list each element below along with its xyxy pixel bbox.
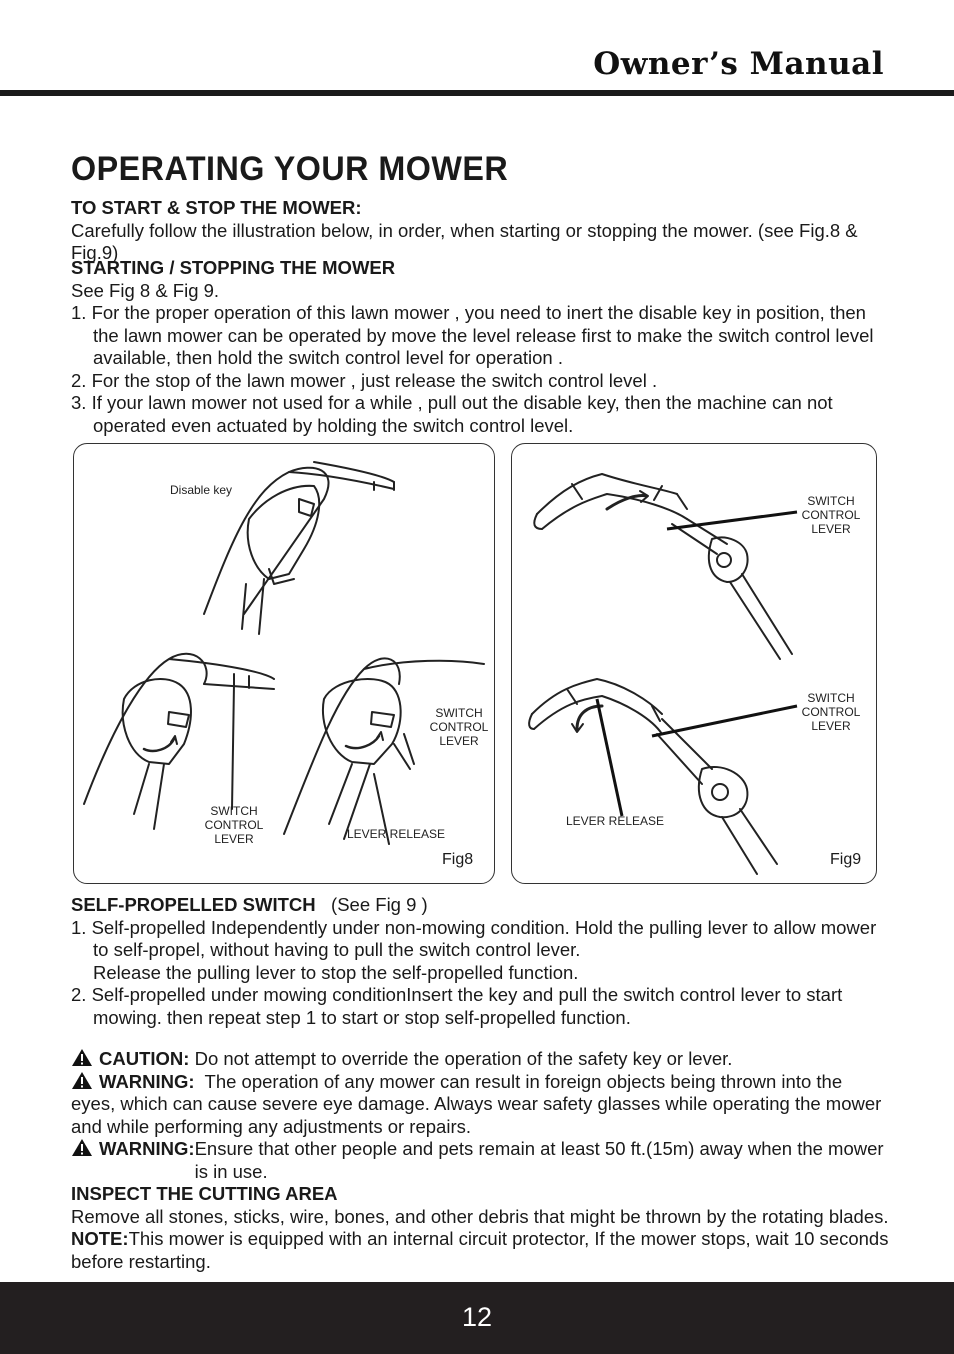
inspect-heading: INSPECT THE CUTTING AREA — [71, 1183, 338, 1204]
fig8-switch-line2: CONTROL — [204, 818, 264, 832]
fig8-disable-key-label: Disable key — [170, 483, 233, 497]
figure-9 — [511, 443, 877, 884]
self-propelled-item-1: 1. Self-propelled Independently under non-mowing condition. Hold the pulling lever to allow mower to self-propel, without having to pull the switch control lever. — [71, 916, 877, 960]
warning2-text: Ensure that other people and pets remain at least 50 ft.(15m) away when the mower is in use. — [194, 1138, 884, 1182]
warning1-label: WARNING: — [99, 1070, 195, 1092]
warning-triangle-icon — [71, 1071, 93, 1090]
self-propelled-section — [71, 894, 891, 1029]
header-rule — [0, 90, 954, 96]
fig9-lever-release-label: LEVER RELEASE — [566, 814, 665, 828]
note-text: This mower is equipped with an internal circuit protector, If the mower stops, wait 10 seconds before restarting. — [71, 1228, 889, 1272]
fig9-top-line2: CONTROL — [801, 508, 861, 522]
warning-triangle-icon — [71, 1048, 93, 1067]
page-footer — [0, 1282, 954, 1354]
self-propelled-see: (See Fig 9 ) — [331, 894, 428, 915]
fig8-switch-line3: LEVER — [214, 832, 254, 846]
fig9-caption: Fig9 — [830, 851, 862, 868]
page-title: OPERATING YOUR MOWER — [71, 150, 509, 188]
start-stop-section — [71, 197, 891, 265]
fig8-switch2-line1: SWITCH — [435, 706, 483, 720]
fig8-switch-lever-label — [194, 804, 274, 846]
self-propelled-heading: SELF-PROPELLED SWITCH — [71, 894, 316, 915]
start-stop-text: Carefully follow the illustration below, in order, when starting or stopping the mower. (see Fig.8 & Fig.9) — [71, 219, 858, 263]
note-label: NOTE: — [71, 1228, 129, 1249]
caution-text: Do not attempt to override the operation of the safety key or lever. — [194, 1048, 733, 1069]
fig9-bottom-line3: LEVER — [811, 719, 851, 733]
starting-item-2: 2. For the stop of the lawn mower , just release the switch control level . — [71, 369, 658, 391]
warning2-label: WARNING: — [99, 1138, 195, 1159]
warning-triangle-icon — [71, 1138, 93, 1157]
figure-8 — [73, 443, 495, 884]
warning1-text: The operation of any mower can result in foreign objects being thrown into the eyes, which can cause severe eye damage. Always wear safety glasses while operating the mower and while performing any adjustments or repairs. — [71, 1070, 882, 1137]
fig9-top-line3: LEVER — [811, 522, 851, 536]
safety-section — [71, 1048, 891, 1273]
fig9-switch-lever-top-label — [797, 494, 865, 536]
fig8-lever-release-label: LEVER RELEASE — [347, 827, 446, 841]
fig8-switch-lever2-label — [419, 706, 499, 748]
page-number: 12 — [461, 1302, 493, 1332]
fig8-illustration — [74, 444, 494, 883]
starting-item-1: 1. For the proper operation of this lawn mower , you need to inert the disable key in position, then the lawn mower can be operated by move the level release first to make the switch control level available, then hold the switch control level for operation . — [71, 302, 874, 368]
caution-line — [71, 1048, 891, 1071]
starting-item-3: 3. If your lawn mower not used for a while , pull out the disable key, then the machine can not operated even actuated by holding the switch control level. — [71, 392, 833, 436]
inspect-text: Remove all stones, sticks, wire, bones, and other debris that might be thrown by the rotating blades. — [71, 1205, 889, 1227]
fig8-switch2-line3: LEVER — [439, 734, 479, 748]
manual-title: Owner’s Manual — [593, 46, 884, 82]
fig9-top-line1: SWITCH — [807, 494, 855, 508]
starting-see: See Fig 8 & Fig 9. — [71, 279, 220, 301]
starting-section — [71, 257, 891, 437]
starting-heading: STARTING / STOPPING THE MOWER — [71, 257, 396, 278]
caution-label: CAUTION: — [99, 1048, 190, 1069]
fig9-bottom-line2: CONTROL — [801, 705, 861, 719]
warning2-line — [71, 1138, 891, 1183]
fig8-switch-line1: SWITCH — [210, 804, 258, 818]
fig8-switch2-line2: CONTROL — [429, 720, 489, 734]
fig9-bottom-line1: SWITCH — [807, 691, 855, 705]
self-propelled-item-1b: Release the pulling lever to stop the self-propelled function. — [93, 961, 579, 983]
fig8-caption: Fig8 — [442, 851, 474, 868]
self-propelled-item-2: 2. Self-propelled under mowing conditionInsert the key and pull the switch control lever to start mowing. then repeat step 1 to start or stop self-propelled function. — [71, 984, 843, 1028]
start-stop-heading: TO START & STOP THE MOWER: — [71, 197, 362, 218]
fig9-switch-lever-bottom-label — [797, 691, 865, 733]
warning1-line — [71, 1071, 891, 1139]
